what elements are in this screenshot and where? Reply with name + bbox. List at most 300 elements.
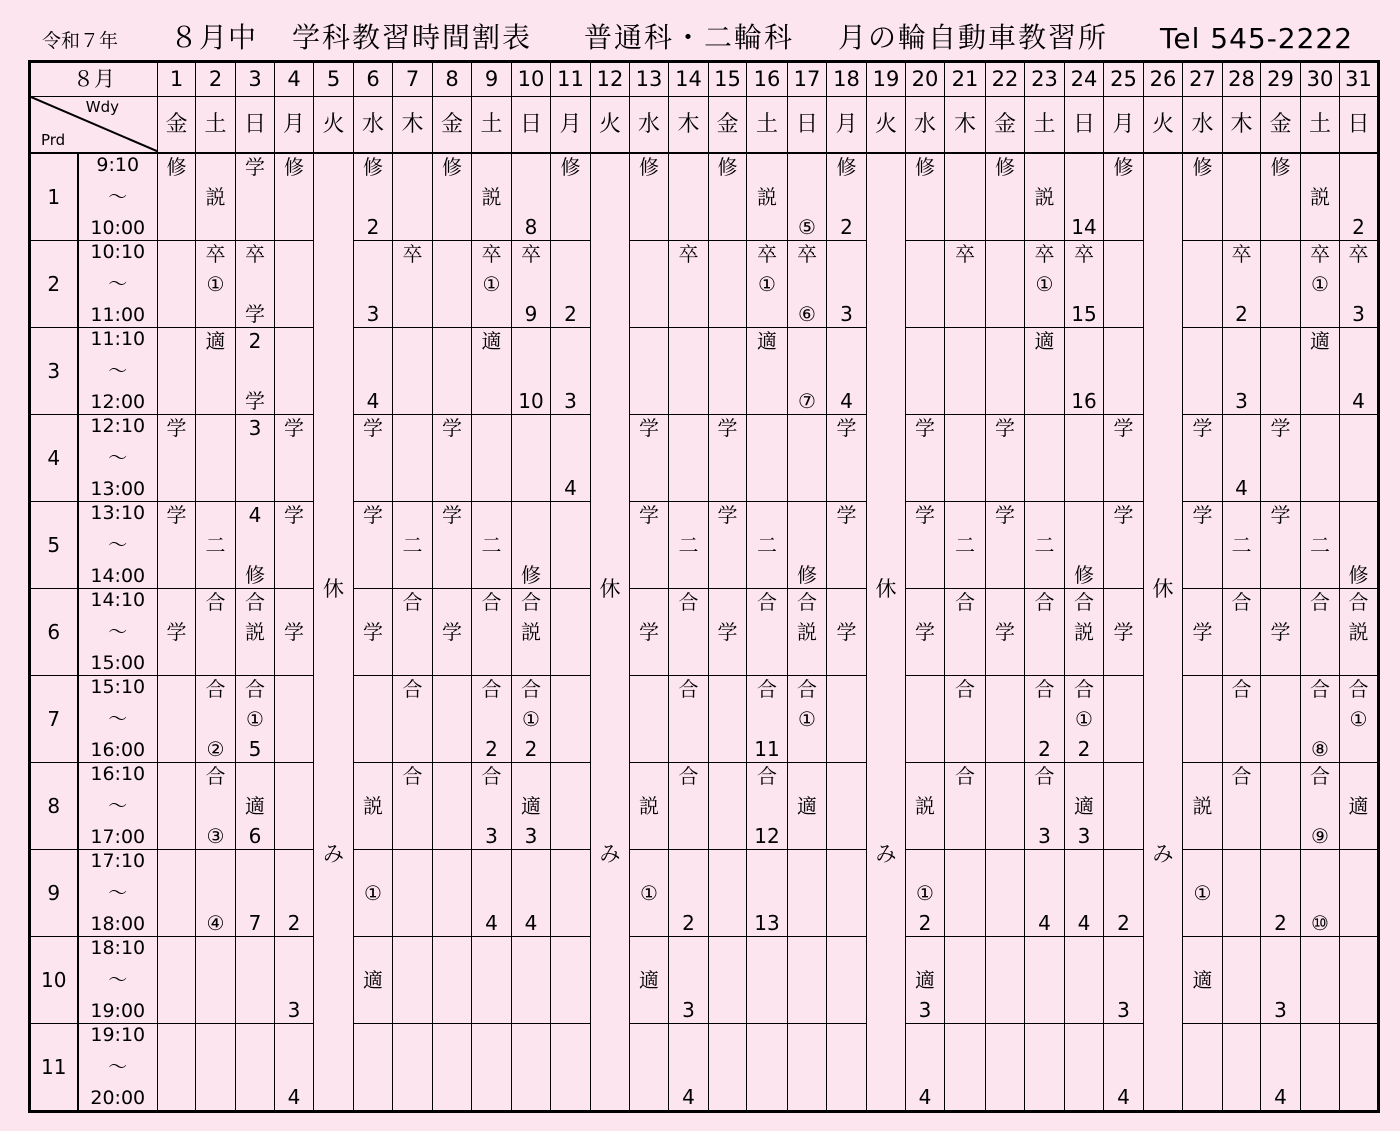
- lesson-cell: [1183, 589, 1223, 676]
- period-number: 9: [30, 850, 78, 937]
- lesson-cell: [827, 937, 867, 1024]
- lesson-cell: [1301, 241, 1340, 328]
- lesson-cell: [158, 241, 196, 328]
- date-header: 11: [551, 62, 591, 97]
- period-start: 9:10: [96, 154, 140, 176]
- weekday-header: 土: [472, 97, 512, 154]
- lesson-cell: [1261, 153, 1301, 241]
- weekday-header: 月: [275, 97, 314, 154]
- cell-text: 説: [363, 794, 383, 818]
- cell-text: ⑦: [798, 389, 816, 413]
- cell-text: 卒: [402, 242, 423, 266]
- cell-text: 合: [481, 764, 502, 788]
- cell-text: 合: [1231, 677, 1252, 701]
- holiday-label-bottom: み: [875, 842, 897, 866]
- cell-text: 3: [1117, 998, 1130, 1022]
- cell-text: 修: [521, 563, 541, 587]
- cell-text: 3: [564, 389, 577, 413]
- lesson-cell: [512, 1024, 551, 1112]
- lesson-cell: [236, 1024, 275, 1112]
- lesson-cell: [275, 937, 314, 1024]
- cell-text: 合: [1310, 590, 1330, 614]
- lesson-cell: [945, 763, 986, 850]
- cell-text: 学: [639, 503, 659, 527]
- cell-text: ①: [364, 881, 382, 905]
- cell-text: 合: [402, 677, 423, 701]
- lesson-cell: [1025, 328, 1065, 415]
- lesson-cell: [709, 415, 747, 502]
- cell-text: 合: [1310, 764, 1330, 788]
- lesson-cell: [1104, 328, 1144, 415]
- lesson-cell: [906, 1024, 945, 1112]
- lesson-cell: [906, 676, 945, 763]
- lesson-cell: [1340, 850, 1379, 937]
- lesson-cell: [1065, 763, 1104, 850]
- lesson-cell: [393, 763, 433, 850]
- cell-text: 合: [678, 590, 699, 614]
- cell-text: 2: [1117, 911, 1130, 935]
- lesson-cell: [709, 850, 747, 937]
- cell-text: 修: [442, 155, 462, 179]
- period-end: 14:00: [90, 565, 146, 587]
- lesson-cell: [393, 328, 433, 415]
- holiday-column: [591, 153, 630, 1112]
- lesson-cell: [1340, 763, 1379, 850]
- cell-text: 3: [1077, 824, 1091, 848]
- weekday-header: 月: [1104, 97, 1144, 154]
- cell-text: 修: [245, 563, 265, 587]
- cell-text: ③: [206, 824, 225, 848]
- lesson-cell: [393, 502, 433, 589]
- period-start: 11:10: [90, 328, 146, 350]
- cell-text: 学: [1270, 416, 1291, 440]
- period-sep: ～: [108, 359, 128, 382]
- cell-text: 合: [1231, 590, 1252, 614]
- lesson-cell: [551, 153, 591, 241]
- lesson-cell: [551, 937, 591, 1024]
- lesson-cell: [1340, 241, 1379, 328]
- cell-text: 学: [1113, 503, 1134, 527]
- lesson-cell: [747, 415, 788, 502]
- cell-text: 卒: [797, 242, 817, 266]
- lesson-cell: [275, 241, 314, 328]
- cell-text: 3: [1352, 302, 1365, 326]
- cell-text: 二: [1231, 533, 1252, 557]
- lesson-cell: [669, 328, 709, 415]
- lesson-cell: [747, 241, 788, 328]
- cell-text: 2: [485, 737, 498, 761]
- cell-text: 合: [1348, 677, 1369, 701]
- holiday-label-top: 休: [323, 577, 344, 601]
- date-header: 26: [1144, 62, 1183, 97]
- cell-text: 学: [915, 416, 935, 440]
- period-time: [78, 589, 158, 676]
- title-main: 学科教習時間割表: [292, 21, 533, 54]
- period-start: 10:10: [90, 241, 146, 263]
- lesson-cell: [1223, 415, 1261, 502]
- lesson-cell: [1301, 415, 1340, 502]
- date-header: 4: [275, 62, 314, 97]
- lesson-cell: [1301, 153, 1340, 241]
- holiday-column: [314, 153, 354, 1112]
- weekday-header: 火: [591, 97, 630, 154]
- lesson-cell: [1025, 153, 1065, 241]
- lesson-cell: [1104, 415, 1144, 502]
- title-courses: 普通科・二輪科: [584, 21, 795, 54]
- weekday-header: 金: [158, 97, 196, 154]
- cell-text: ①: [246, 707, 264, 731]
- cell-text: ①: [758, 272, 776, 296]
- lesson-cell: [551, 676, 591, 763]
- cell-text: 2: [840, 215, 853, 239]
- cell-text: 3: [1235, 389, 1248, 413]
- cell-text: 卒: [481, 242, 502, 266]
- lesson-cell: [747, 1024, 788, 1112]
- period-sep: ～: [108, 881, 128, 904]
- lesson-cell: [275, 153, 314, 241]
- lesson-cell: [551, 415, 591, 502]
- header-row-weekdays: [30, 97, 1379, 154]
- lesson-cell: [1025, 502, 1065, 589]
- cell-text: 4: [682, 1085, 695, 1109]
- lesson-cell: [433, 763, 472, 850]
- lesson-cell: [472, 415, 512, 502]
- lesson-cell: [827, 850, 867, 937]
- period-number: 6: [30, 589, 78, 676]
- cell-text: 合: [481, 590, 502, 614]
- lesson-cell: [906, 763, 945, 850]
- cell-text: 学: [915, 620, 935, 644]
- lesson-cell: [827, 763, 867, 850]
- lesson-cell: [986, 502, 1025, 589]
- date-header: 22: [986, 62, 1025, 97]
- lesson-cell: [906, 502, 945, 589]
- cell-text: 説: [1348, 620, 1369, 644]
- lesson-cell: [945, 241, 986, 328]
- lesson-cell: [354, 676, 393, 763]
- date-header: 2: [196, 62, 236, 97]
- holiday-column: [1144, 153, 1183, 1112]
- lesson-cell: [945, 502, 986, 589]
- lesson-cell: [986, 241, 1025, 328]
- cell-text: ②: [206, 737, 225, 761]
- cell-text: ⑧: [1311, 737, 1329, 761]
- cell-text: 合: [757, 677, 777, 701]
- date-header: 14: [669, 62, 709, 97]
- lesson-cell: [196, 153, 236, 241]
- date-header: 30: [1301, 62, 1340, 97]
- period-time: [78, 328, 158, 415]
- cell-text: 学: [995, 416, 1015, 440]
- cell-text: 学: [245, 155, 265, 179]
- lesson-cell: [512, 502, 551, 589]
- lesson-cell: [747, 589, 788, 676]
- weekday-header: 金: [986, 97, 1025, 154]
- lesson-cell: [433, 676, 472, 763]
- cell-text: 説: [639, 794, 659, 818]
- cell-text: ①: [1075, 707, 1093, 731]
- lesson-cell: [433, 502, 472, 589]
- lesson-cell: [1183, 502, 1223, 589]
- cell-text: 合: [797, 677, 817, 701]
- lesson-cell: [158, 415, 196, 502]
- period-sep: ～: [108, 533, 128, 556]
- lesson-cell: [1223, 502, 1261, 589]
- cell-text: 2: [1077, 737, 1091, 761]
- lesson-cell: [986, 850, 1025, 937]
- lesson-cell: [986, 415, 1025, 502]
- cell-text: 合: [1348, 590, 1369, 614]
- cell-text: 学: [1113, 416, 1134, 440]
- lesson-cell: [433, 850, 472, 937]
- lesson-cell: [1301, 850, 1340, 937]
- lesson-cell: [433, 589, 472, 676]
- lesson-cell: [788, 850, 827, 937]
- lesson-cell: [551, 502, 591, 589]
- cell-text: 二: [757, 533, 777, 557]
- cell-text: 学: [245, 389, 265, 413]
- lesson-cell: [158, 589, 196, 676]
- lesson-cell: [1261, 850, 1301, 937]
- lesson-cell: [1104, 153, 1144, 241]
- cell-text: 合: [1074, 590, 1094, 614]
- cell-text: ①: [1035, 272, 1054, 296]
- cell-text: ①: [1311, 272, 1329, 296]
- period-start: 18:10: [90, 937, 146, 959]
- lesson-cell: [1025, 1024, 1065, 1112]
- date-header: 24: [1065, 62, 1104, 97]
- holiday-label-bottom: み: [323, 842, 344, 866]
- cell-text: 4: [524, 911, 538, 935]
- cell-text: 説: [797, 620, 817, 644]
- lesson-cell: [827, 502, 867, 589]
- cell-text: 卒: [1034, 242, 1055, 266]
- cell-text: 合: [521, 677, 541, 701]
- lesson-cell: [1104, 241, 1144, 328]
- lesson-cell: [354, 763, 393, 850]
- period-number: 8: [30, 763, 78, 850]
- lesson-cell: [236, 676, 275, 763]
- cell-text: 合: [521, 590, 541, 614]
- date-header: 20: [906, 62, 945, 97]
- lesson-cell: [512, 937, 551, 1024]
- weekday-header: 土: [196, 97, 236, 154]
- header-row-dates: [30, 62, 1379, 97]
- lesson-cell: [275, 850, 314, 937]
- date-header: 29: [1261, 62, 1301, 97]
- lesson-cell: [906, 153, 945, 241]
- cell-text: 説: [915, 794, 935, 818]
- lesson-cell: [945, 415, 986, 502]
- cell-text: 説: [245, 620, 265, 644]
- lesson-cell: [709, 328, 747, 415]
- weekday-header: 金: [1261, 97, 1301, 154]
- date-header: 8: [433, 62, 472, 97]
- cell-text: 卒: [1348, 242, 1369, 266]
- lesson-cell: [1301, 328, 1340, 415]
- period-start: 19:10: [90, 1024, 146, 1046]
- lesson-cell: [1261, 589, 1301, 676]
- lesson-cell: [630, 502, 669, 589]
- lesson-cell: [1025, 676, 1065, 763]
- lesson-cell: [945, 937, 986, 1024]
- lesson-cell: [1065, 502, 1104, 589]
- cell-text: 3: [524, 824, 538, 848]
- lesson-cell: [472, 850, 512, 937]
- cell-text: 2: [682, 911, 695, 935]
- period-start: 16:10: [90, 763, 146, 785]
- lesson-cell: [1340, 589, 1379, 676]
- cell-text: 学: [442, 416, 462, 440]
- cell-text: 修: [1270, 155, 1291, 179]
- weekday-header: 木: [393, 97, 433, 154]
- lesson-cell: [512, 241, 551, 328]
- lesson-cell: [393, 153, 433, 241]
- period-start: 17:10: [90, 850, 146, 872]
- header-month: ８月: [30, 62, 158, 97]
- lesson-cell: [747, 763, 788, 850]
- cell-text: 2: [918, 911, 932, 935]
- lesson-cell: [1065, 850, 1104, 937]
- cell-text: 卒: [245, 242, 265, 266]
- lesson-cell: [551, 763, 591, 850]
- cell-text: 学: [442, 503, 462, 527]
- period-number: 3: [30, 328, 78, 415]
- lesson-cell: [236, 241, 275, 328]
- lesson-cell: [630, 937, 669, 1024]
- lesson-cell: [433, 241, 472, 328]
- lesson-cell: [1065, 415, 1104, 502]
- cell-text: 2: [366, 215, 380, 239]
- title-era: 令和７年: [42, 30, 119, 52]
- cell-text: 10: [518, 389, 544, 413]
- weekday-header: 日: [1340, 97, 1379, 154]
- weekday-header: 月: [551, 97, 591, 154]
- cell-text: 3: [1274, 998, 1287, 1022]
- cell-text: 3: [366, 302, 380, 326]
- cell-text: 学: [639, 416, 659, 440]
- lesson-cell: [393, 415, 433, 502]
- cell-text: 合: [1034, 677, 1055, 701]
- cell-text: 4: [1038, 911, 1051, 935]
- cell-text: 修: [166, 155, 187, 179]
- lesson-cell: [433, 1024, 472, 1112]
- cell-text: 合: [245, 677, 265, 701]
- cell-text: 2: [1352, 215, 1365, 239]
- cell-text: 合: [955, 590, 975, 614]
- lesson-cell: [1183, 763, 1223, 850]
- date-header: 16: [747, 62, 788, 97]
- cell-text: 学: [995, 620, 1015, 644]
- lesson-cell: [709, 763, 747, 850]
- period-number: 5: [30, 502, 78, 589]
- cell-text: 適: [1034, 329, 1055, 353]
- cell-text: 3: [682, 998, 695, 1022]
- lesson-cell: [196, 676, 236, 763]
- lesson-cell: [1340, 153, 1379, 241]
- lesson-cell: [1223, 937, 1261, 1024]
- cell-text: 3: [918, 998, 932, 1022]
- lesson-cell: [1065, 676, 1104, 763]
- lesson-cell: [1340, 328, 1379, 415]
- lesson-cell: [1183, 676, 1223, 763]
- lesson-cell: [472, 763, 512, 850]
- lesson-cell: [433, 937, 472, 1024]
- date-header: 25: [1104, 62, 1144, 97]
- weekday-header: 金: [709, 97, 747, 154]
- cell-text: 二: [1034, 533, 1055, 557]
- lesson-cell: [1301, 763, 1340, 850]
- period-end: 18:00: [90, 913, 146, 935]
- cell-text: 説: [521, 620, 541, 644]
- lesson-cell: [275, 328, 314, 415]
- lesson-cell: [433, 415, 472, 502]
- weekday-header: 日: [512, 97, 551, 154]
- lesson-cell: [1025, 589, 1065, 676]
- cell-text: ①: [1193, 881, 1212, 905]
- lesson-cell: [1065, 241, 1104, 328]
- date-header: 5: [314, 62, 354, 97]
- lesson-cell: [512, 676, 551, 763]
- holiday-column: [867, 153, 906, 1112]
- lesson-cell: [196, 937, 236, 1024]
- cell-text: 学: [363, 503, 383, 527]
- period-end: 13:00: [90, 478, 146, 500]
- lesson-cell: [788, 763, 827, 850]
- weekday-header: 日: [236, 97, 275, 154]
- lesson-cell: [630, 763, 669, 850]
- cell-text: 適: [1348, 794, 1369, 818]
- lesson-cell: [1340, 937, 1379, 1024]
- cell-text: 適: [205, 329, 226, 353]
- cell-text: 合: [678, 677, 699, 701]
- period-end: 17:00: [90, 826, 146, 848]
- lesson-cell: [747, 153, 788, 241]
- lesson-cell: [945, 676, 986, 763]
- cell-text: ①: [798, 707, 816, 731]
- cell-text: 卒: [521, 242, 541, 266]
- cell-text: 修: [1348, 563, 1369, 587]
- lesson-cell: [709, 589, 747, 676]
- lesson-cell: [472, 241, 512, 328]
- cell-text: 合: [955, 764, 975, 788]
- lesson-cell: [747, 937, 788, 1024]
- lesson-cell: [1183, 328, 1223, 415]
- cell-text: 説: [481, 185, 502, 209]
- weekday-header: 木: [945, 97, 986, 154]
- cell-text: 卒: [1310, 242, 1330, 266]
- period-number: 7: [30, 676, 78, 763]
- cell-text: 学: [284, 620, 304, 644]
- lesson-cell: [275, 676, 314, 763]
- cell-text: 適: [797, 794, 817, 818]
- lesson-cell: [158, 153, 196, 241]
- cell-text: 二: [205, 533, 226, 557]
- cell-text: 合: [402, 590, 423, 614]
- cell-text: 卒: [757, 242, 777, 266]
- weekday-header: 木: [1223, 97, 1261, 154]
- cell-text: 学: [442, 620, 462, 644]
- lesson-cell: [1065, 937, 1104, 1024]
- cell-text: 2: [1235, 302, 1248, 326]
- date-header: 28: [1223, 62, 1261, 97]
- lesson-cell: [393, 937, 433, 1024]
- weekday-header: 土: [747, 97, 788, 154]
- cell-text: 4: [918, 1085, 932, 1109]
- lesson-cell: [1065, 1024, 1104, 1112]
- lesson-cell: [236, 937, 275, 1024]
- lesson-cell: [393, 241, 433, 328]
